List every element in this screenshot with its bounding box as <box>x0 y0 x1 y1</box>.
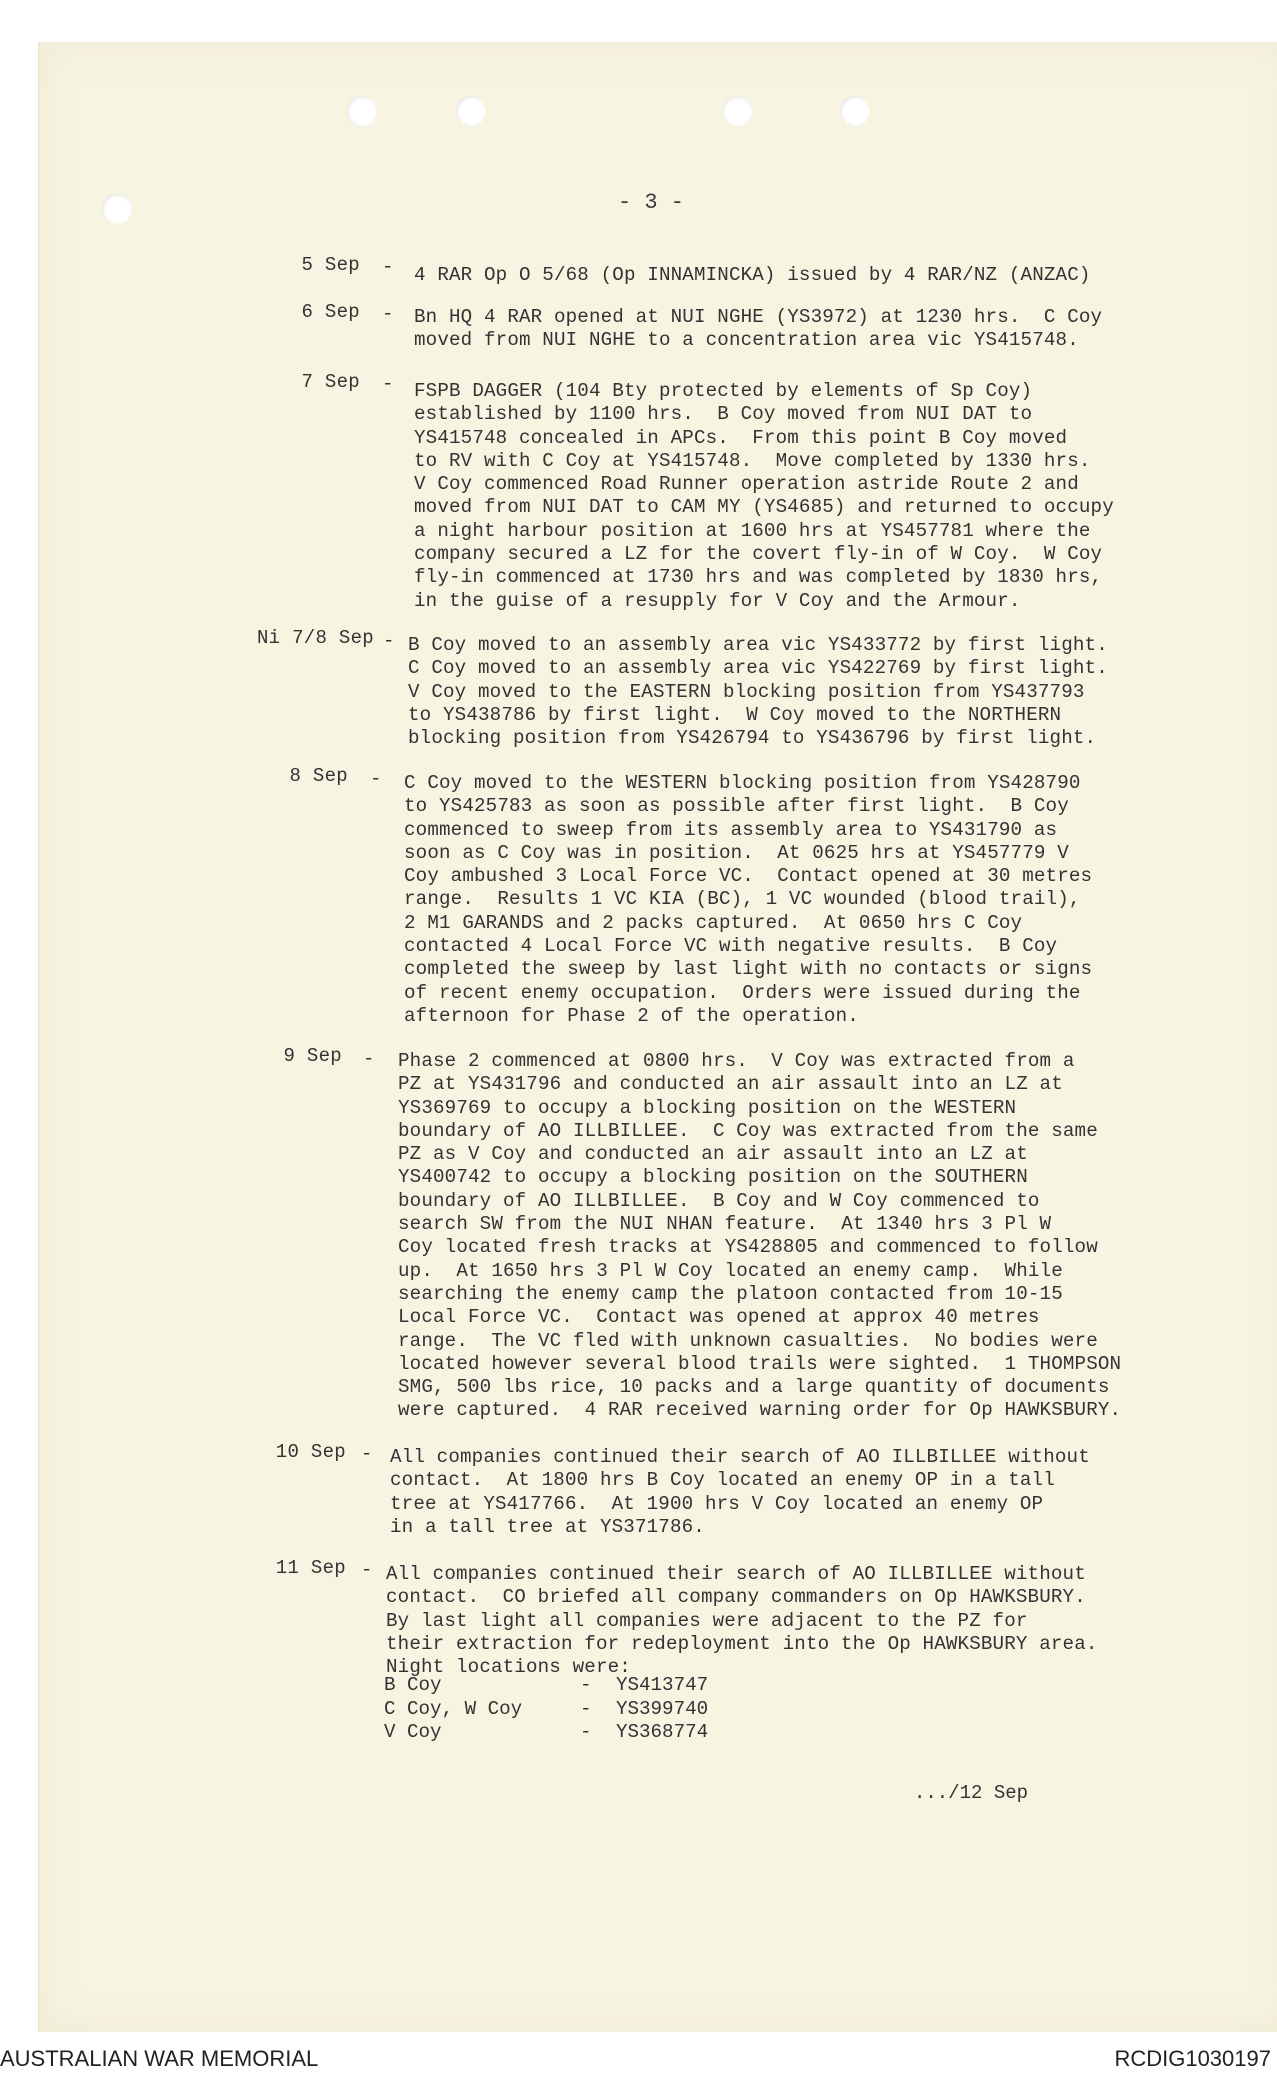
punch-hole <box>840 96 870 126</box>
entry-date: 8 Sep <box>289 765 348 787</box>
entry-date: 11 Sep <box>275 1557 346 1579</box>
entry-line: By last light all companies were adjacent to the PZ for <box>386 1609 1028 1632</box>
entry-line: contact. At 1800 hrs B Coy located an enemy OP in a tall <box>390 1469 1055 1492</box>
entry-text <box>414 380 1114 613</box>
location-unit: C Coy, W Coy <box>384 1697 523 1720</box>
punch-hole <box>347 96 377 126</box>
entry-line: 4 RAR Op O 5/68 (Op INNAMINCKA) issued by 4 RAR/NZ (ANZAC) <box>414 264 1091 286</box>
catchword: .../12 Sep <box>914 1782 1029 1804</box>
entry-line: moved from NUI DAT to CAM MY (YS4685) and returned to occupy <box>414 496 1114 519</box>
entry-separator: - <box>382 303 394 325</box>
entry-text <box>398 1050 1121 1423</box>
entry-line: Coy ambushed 3 Local Force VC. Contact opened at 30 metres <box>404 865 1093 888</box>
entry-separator: - <box>363 1048 375 1070</box>
entry-line: C Coy moved to the WESTERN blocking position from YS428790 <box>404 772 1081 794</box>
entry-line: searching the enemy camp the platoon contacted from 10-15 <box>398 1282 1063 1305</box>
entry-line: range. The VC fled with unknown casualties. No bodies were <box>398 1329 1098 1352</box>
entry-line: soon as C Coy was in position. At 0625 hrs at YS457779 V <box>404 841 1069 864</box>
entry-line: completed the sweep by last light with no contacts or signs <box>404 958 1093 981</box>
entry-line: to RV with C Coy at YS415748. Move completed by 1330 hrs. <box>414 449 1091 472</box>
location-grid-ref: YS399740 <box>616 1697 709 1720</box>
entry-line: boundary of AO ILLBILLEE. B Coy and W Coy commenced to <box>398 1189 1040 1212</box>
entry-date: 9 Sep <box>283 1045 342 1067</box>
location-grid-ref: YS413747 <box>616 1674 709 1696</box>
entry-line: in the guise of a resupply for V Coy and the Armour. <box>414 589 1021 612</box>
location-separator: - <box>580 1674 592 1696</box>
entry-line: fly-in commenced at 1730 hrs and was completed by 1830 hrs, <box>414 566 1103 589</box>
entry-separator: - <box>361 1559 373 1581</box>
location-unit: V Coy <box>384 1721 442 1743</box>
entry-line: in a tall tree at YS371786. <box>390 1515 705 1538</box>
entry-text <box>414 306 1102 353</box>
entry-date: Ni 7/8 Sep <box>256 627 374 649</box>
footer-archive-name: AUSTRALIAN WAR MEMORIAL <box>0 2046 319 2071</box>
entry-line: V Coy moved to the EASTERN blocking position from YS437793 <box>408 680 1085 703</box>
entry-line: up. At 1650 hrs 3 Pl W Coy located an enemy camp. While <box>398 1259 1063 1282</box>
punch-hole <box>722 96 752 126</box>
entry-date: 6 Sep <box>301 301 360 323</box>
entry-separator: - <box>382 373 394 395</box>
entry-separator: - <box>361 1443 373 1465</box>
entry-separator: - <box>382 256 394 278</box>
entry-line: Phase 2 commenced at 0800 hrs. V Coy was extracted from a <box>398 1050 1075 1072</box>
entry-text <box>404 772 1092 1028</box>
entry-line: a night harbour position at 1600 hrs at YS457781 where the <box>414 519 1091 542</box>
entry-line: contact. CO briefed all company commanders on Op HAWKSBURY. <box>386 1586 1086 1609</box>
entry-line: search SW from the NUI NHAN feature. At 1340 hrs 3 Pl W <box>398 1213 1052 1236</box>
entry-line: contacted 4 Local Force VC with negative results. B Coy <box>404 935 1058 958</box>
footer-record-id: RCDIG1030197 <box>1114 2046 1271 2071</box>
entry-line: of recent enemy occupation. Orders were issued during the <box>404 981 1081 1004</box>
entry-line: afternoon for Phase 2 of the operation. <box>404 1004 859 1027</box>
entry-line: YS415748 concealed in APCs. From this point B Coy moved <box>414 426 1068 449</box>
entry-line: Local Force VC. Contact was opened at approx 40 metres <box>398 1306 1040 1329</box>
page-number: - 3 - <box>618 190 685 215</box>
entry-line: YS369769 to occupy a blocking position on the WESTERN <box>398 1096 1017 1119</box>
entry-line: C Coy moved to an assembly area vic YS422769 by first light. <box>408 657 1108 680</box>
entry-line: boundary of AO ILLBILLEE. C Coy was extracted from the same <box>398 1119 1098 1142</box>
location-separator: - <box>580 1697 592 1720</box>
location-unit: B Coy <box>384 1674 442 1696</box>
entry-line: were captured. 4 RAR received warning order for Op HAWKSBURY. <box>398 1399 1122 1422</box>
entry-line: All companies continued their search of AO ILLBILLEE without <box>386 1563 1086 1585</box>
entry-line: B Coy moved to an assembly area vic YS433772 by first light. <box>408 634 1108 656</box>
entry-date: 5 Sep <box>301 254 360 276</box>
entry-line: company secured a LZ for the covert fly-in of W Coy. W Coy <box>414 543 1103 566</box>
entry-line: V Coy commenced Road Runner operation astride Route 2 and <box>414 473 1079 496</box>
entry-line: 2 M1 GARANDS and 2 packs captured. At 0650 hrs C Coy <box>404 911 1023 934</box>
entry-text <box>386 1563 1098 1679</box>
entry-line: Night locations were: <box>386 1656 631 1679</box>
entry-text <box>408 634 1108 750</box>
entry-line: All companies continued their search of AO ILLBILLEE without <box>390 1446 1090 1468</box>
entry-line: PZ at YS431796 and conducted an air assault into an LZ at <box>398 1073 1063 1096</box>
entry-line: tree at YS417766. At 1900 hrs V Coy located an enemy OP <box>390 1492 1044 1515</box>
entry-text <box>414 264 1091 287</box>
entry-line: their extraction for redeployment into the Op HAWKSBURY area. <box>386 1632 1098 1655</box>
entry-line: Coy located fresh tracks at YS428805 and commenced to follow <box>398 1236 1098 1259</box>
entry-date: 7 Sep <box>301 371 360 393</box>
entry-separator: - <box>370 768 382 790</box>
entry-line: PZ as V Coy and conducted an air assault into an LZ at <box>398 1143 1028 1166</box>
entry-line: established by 1100 hrs. B Coy moved from NUI DAT to <box>414 403 1033 426</box>
entry-text <box>390 1446 1090 1539</box>
entry-line: FSPB DAGGER (104 Bty protected by elements of Sp Coy) <box>414 380 1033 402</box>
entry-line: commenced to sweep from its assembly area to YS431790 as <box>404 818 1058 841</box>
entry-line: range. Results 1 VC KIA (BC), 1 VC wounded (blood trail), <box>404 888 1081 911</box>
punch-hole <box>102 194 132 224</box>
entry-line: Bn HQ 4 RAR opened at NUI NGHE (YS3972) at 1230 hrs. C Coy <box>414 306 1103 328</box>
entry-line: moved from NUI NGHE to a concentration area vic YS415748. <box>414 329 1079 352</box>
location-separator: - <box>580 1721 592 1743</box>
entry-line: to YS425783 as soon as possible after first light. B Coy <box>404 795 1069 818</box>
entry-line: SMG, 500 lbs rice, 10 packs and a large quantity of documents <box>398 1376 1110 1399</box>
entry-line: located however several blood trails were sighted. 1 THOMPSON <box>398 1352 1122 1375</box>
entry-line: to YS438786 by first light. W Coy moved to the NORTHERN <box>408 703 1062 726</box>
entry-line: blocking position from YS426794 to YS436796 by first light. <box>408 727 1097 750</box>
entry-separator: - <box>383 630 395 652</box>
location-grid-ref: YS368774 <box>616 1721 709 1743</box>
entry-line: YS400742 to occupy a blocking position on the SOUTHERN <box>398 1166 1028 1189</box>
punch-hole <box>456 96 486 126</box>
entry-date: 10 Sep <box>275 1441 346 1463</box>
